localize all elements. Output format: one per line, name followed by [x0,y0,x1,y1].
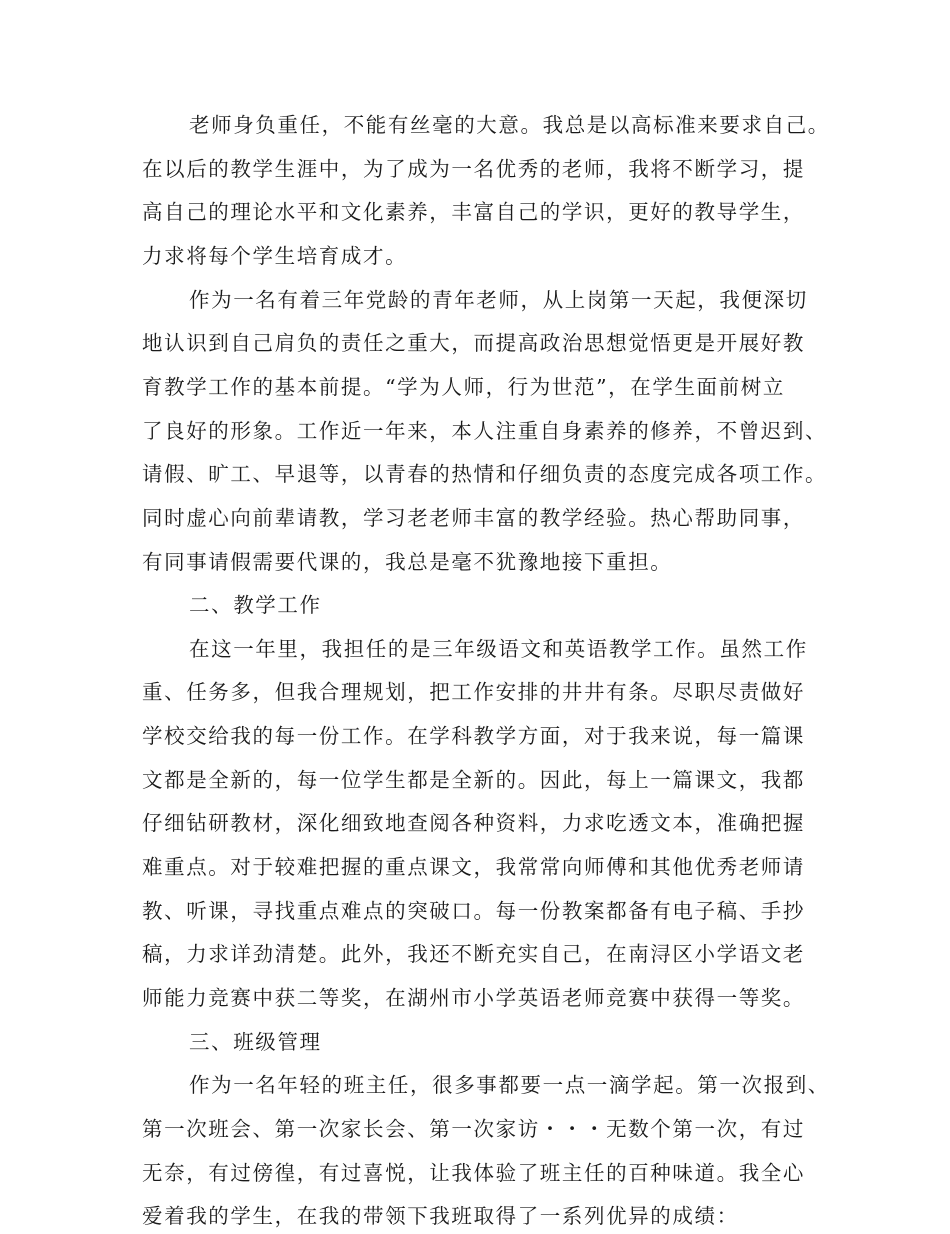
text-line: 有同事请假需要代课的，我总是毫不犹豫地接下重担。 [142,550,673,574]
section-heading: 三、班级管理 [189,1030,322,1054]
text-line: 文都是全新的，每一位学生都是全新的。因此，每上一篇课文，我都 [142,768,805,792]
text-line: 学校交给我的每一份工作。在学科教学方面，对于我来说，每一篇课 [142,724,805,748]
text-line: 高自己的理论水平和文化素养，丰富自己的学识，更好的教导学生， [142,200,805,224]
text-line: 请假、旷工、早退等，以青春的热情和仔细负责的态度完成各项工作。 [142,462,828,486]
text-line: 育教学工作的基本前提。“学为人师，行为世范”，在学生面前树立 [142,375,785,399]
text-line: 力求将每个学生培育成才。 [142,244,408,268]
text-line: 作为一名年轻的班主任，很多事都要一点一滴学起。第一次报到、 [189,1073,830,1097]
text-line: 同时虚心向前辈请教，学习老老师丰富的教学经验。热心帮助同事， [142,506,805,530]
text-line: 了良好的形象。工作近一年来，本人注重自身素养的修养，不曾迟到、 [142,419,828,443]
text-line: 重、任务多，但我合理规划，把工作安排的井井有条。尽职尽责做好 [142,680,805,704]
text-line: 无奈，有过傍徨，有过喜悦，让我体验了班主任的百种味道。我全心 [142,1161,805,1185]
text-line: 仔细钻研教材，深化细致地查阅各种资料，力求吃透文本，准确把握 [142,811,805,835]
text-line: 师能力竞赛中获二等奖，在湖州市小学英语老师竞赛中获得一等奖。 [142,986,805,1010]
text-line: 老师身负重任，不能有丝毫的大意。我总是以高标准来要求自己。 [189,113,830,137]
text-line: 爱着我的学生，在我的带领下我班取得了一系列优异的成绩： [142,1204,739,1228]
text-line: 作为一名有着三年党龄的青年老师，从上岗第一天起，我便深切 [189,288,808,312]
text-line: 地认识到自己肩负的责任之重大，而提高政治思想觉悟更是开展好教 [142,331,805,355]
text-line: 在这一年里，我担任的是三年级语文和英语教学工作。虽然工作 [189,637,808,661]
text-line: 第一次班会、第一次家长会、第一次家访・・・无数个第一次，有过 [142,1117,805,1141]
text-line: 在以后的教学生涯中，为了成为一名优秀的老师，我将不断学习，提 [142,157,805,181]
text-line: 稿，力求详劲清楚。此外，我还不断充实自己，在南浔区小学语文老 [142,942,805,966]
text-line: 难重点。对于较难把握的重点课文，我常常向师傅和其他优秀老师请 [142,855,805,879]
text-line: 教、听课，寻找重点难点的突破口。每一份教案都备有电子稿、手抄 [142,899,805,923]
section-heading: 二、教学工作 [189,593,322,617]
